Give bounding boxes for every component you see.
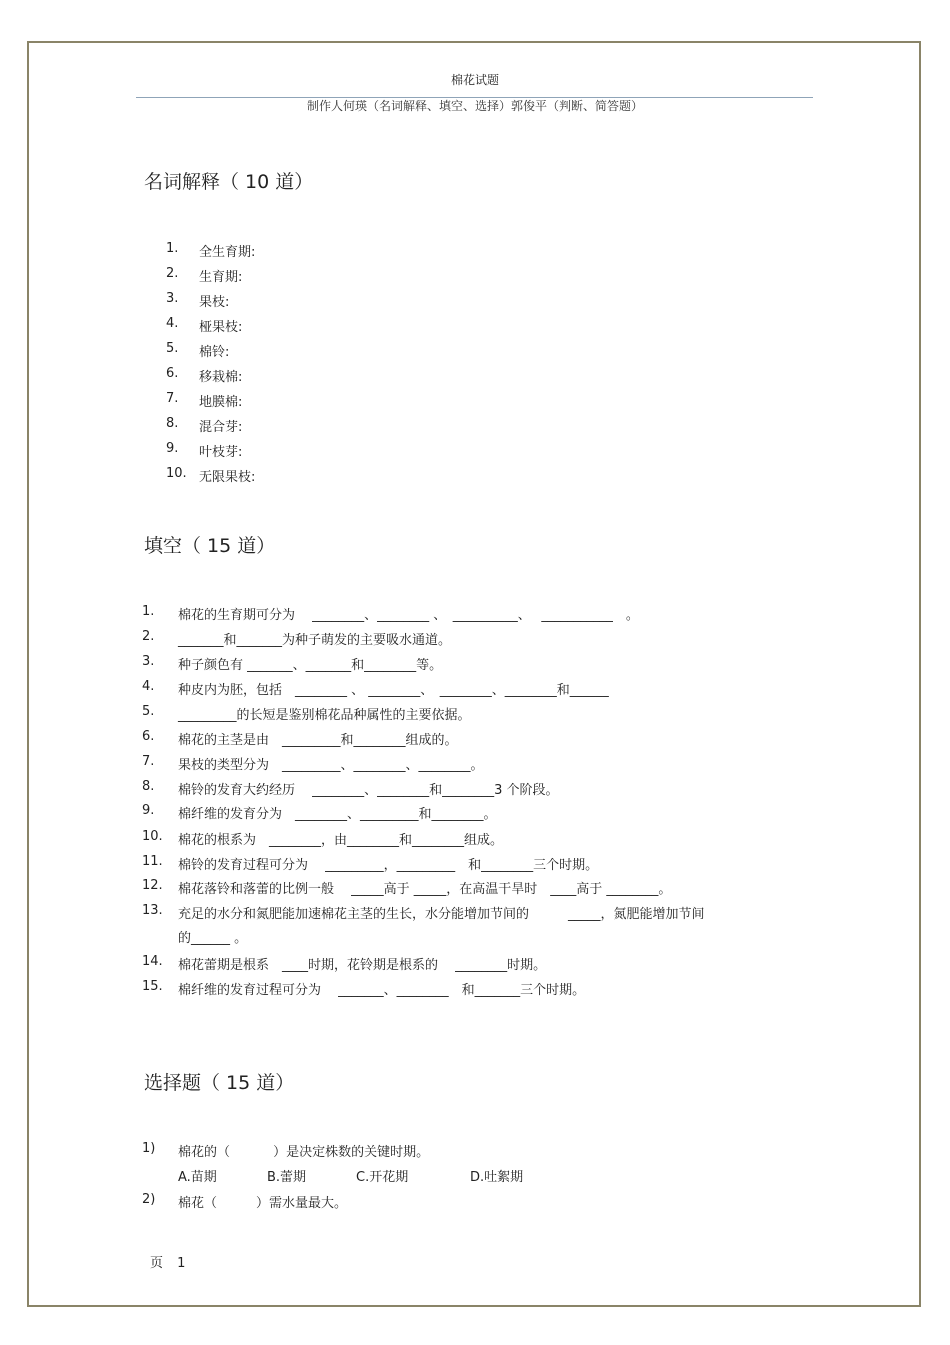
section-heading-fill: 填空（ 15 道） [144, 535, 276, 557]
question-number: 1. [142, 604, 155, 619]
question-number: 1) [142, 1141, 156, 1156]
question-text: 棉花落铃和落蕾的比例一般 _____高于 _____，在高温干旱时 ____高于 ________。 [178, 882, 672, 897]
question-text: 充足的水分和氮肥能加速棉花主茎的生长，水分能增加节间的 _____，氮肥能增加节间 [178, 907, 705, 922]
section-heading-terms: 名词解释（ 10 道） [144, 171, 314, 193]
question-number: 14. [142, 954, 163, 969]
list-item-text: 桠果枝: [199, 320, 243, 335]
page-border [27, 41, 921, 1307]
question-text: 棉纤维的发育过程可分为 _______、________ 和_______三个时期。 [178, 983, 586, 998]
question-text: 棉花蕾期是根系 ____时期，花铃期是根系的 ________时期。 [178, 958, 547, 973]
answer-option: A.苗期 [178, 1170, 217, 1185]
page-label: 页 [150, 1256, 164, 1271]
question-number: 2) [142, 1192, 156, 1207]
list-item-number: 2. [166, 266, 179, 281]
question-number: 9. [142, 803, 155, 818]
document-title: 棉花试题 [450, 73, 499, 87]
question-number: 8. [142, 779, 155, 794]
question-text: 棉花的根系为 ________，由________和________组成。 [178, 833, 504, 848]
list-item-number: 6. [166, 366, 179, 381]
question-text: 棉铃的发育过程可分为 _________，_________ 和________三个时期。 [178, 858, 599, 873]
question-number: 12. [142, 878, 163, 893]
list-item-text: 无限果枝: [199, 470, 256, 485]
list-item-number: 10. [166, 466, 187, 481]
list-item-text: 叶枝芽: [199, 445, 243, 460]
question-text: 果枝的类型分为 _________、________、________。 [178, 758, 484, 773]
question-number: 7. [142, 754, 155, 769]
question-text: 棉铃的发育大约经历 ________、________和________3 个阶段。 [178, 783, 559, 798]
list-item-number: 5. [166, 341, 179, 356]
question-text: 棉花的生育期可分为 ________、________ 、 __________、 ___________ 。 [178, 608, 639, 623]
answer-option: C.开花期 [356, 1170, 409, 1185]
question-number: 5. [142, 704, 155, 719]
list-item-number: 1. [166, 241, 179, 256]
question-text: 种子颜色有 _______、_______和________等。 [178, 658, 443, 673]
list-item-text: 生育期: [199, 270, 243, 285]
answer-option: B.蕾期 [267, 1170, 307, 1185]
list-item-number: 9. [166, 441, 179, 456]
question-number: 3. [142, 654, 155, 669]
page-number: 1 [177, 1256, 186, 1271]
question-number: 13. [142, 903, 163, 918]
question-text: _________的长短是鉴别棉花品种属性的主要依据。 [178, 708, 471, 723]
question-text: 种皮内为胚，包括 ________ 、 ________、 ________、________和______ [178, 683, 609, 698]
list-item-text: 移栽棉: [199, 370, 243, 385]
list-item-text: 混合芽: [199, 420, 243, 435]
question-text: _______和_______为种子萌发的主要吸水通道。 [178, 633, 452, 648]
list-item-number: 7. [166, 391, 179, 406]
list-item-number: 3. [166, 291, 179, 306]
question-text: 棉花的主茎是由 _________和________组成的。 [178, 733, 458, 748]
list-item-number: 4. [166, 316, 179, 331]
page-footer [150, 1252, 185, 1271]
list-item-number: 8. [166, 416, 179, 431]
section-heading-choice: 选择题（ 15 道） [144, 1072, 295, 1094]
question-number: 4. [142, 679, 155, 694]
list-item-text: 全生育期: [199, 245, 256, 260]
question-number: 6. [142, 729, 155, 744]
list-item-text: 地膜棉: [199, 395, 243, 410]
question-text: 棉花（ ）需水量最大。 [178, 1196, 348, 1211]
list-item-text: 果枝: [199, 295, 230, 310]
list-item-text: 棉铃: [199, 345, 230, 360]
answer-option: D.吐絮期 [470, 1170, 524, 1185]
question-text-continued: 的______ 。 [178, 931, 248, 946]
question-text: 棉花的（ ）是决定株数的关键时期。 [178, 1145, 430, 1160]
question-number: 10. [142, 829, 163, 844]
question-number: 15. [142, 979, 163, 994]
question-number: 2. [142, 629, 155, 644]
document-authors: 制作人何瑛（名词解释、填空、选择）郭俊平（判断、简答题） [306, 99, 643, 113]
question-number: 11. [142, 854, 163, 869]
question-text: 棉纤维的发育分为 ________、_________和________。 [178, 807, 497, 822]
